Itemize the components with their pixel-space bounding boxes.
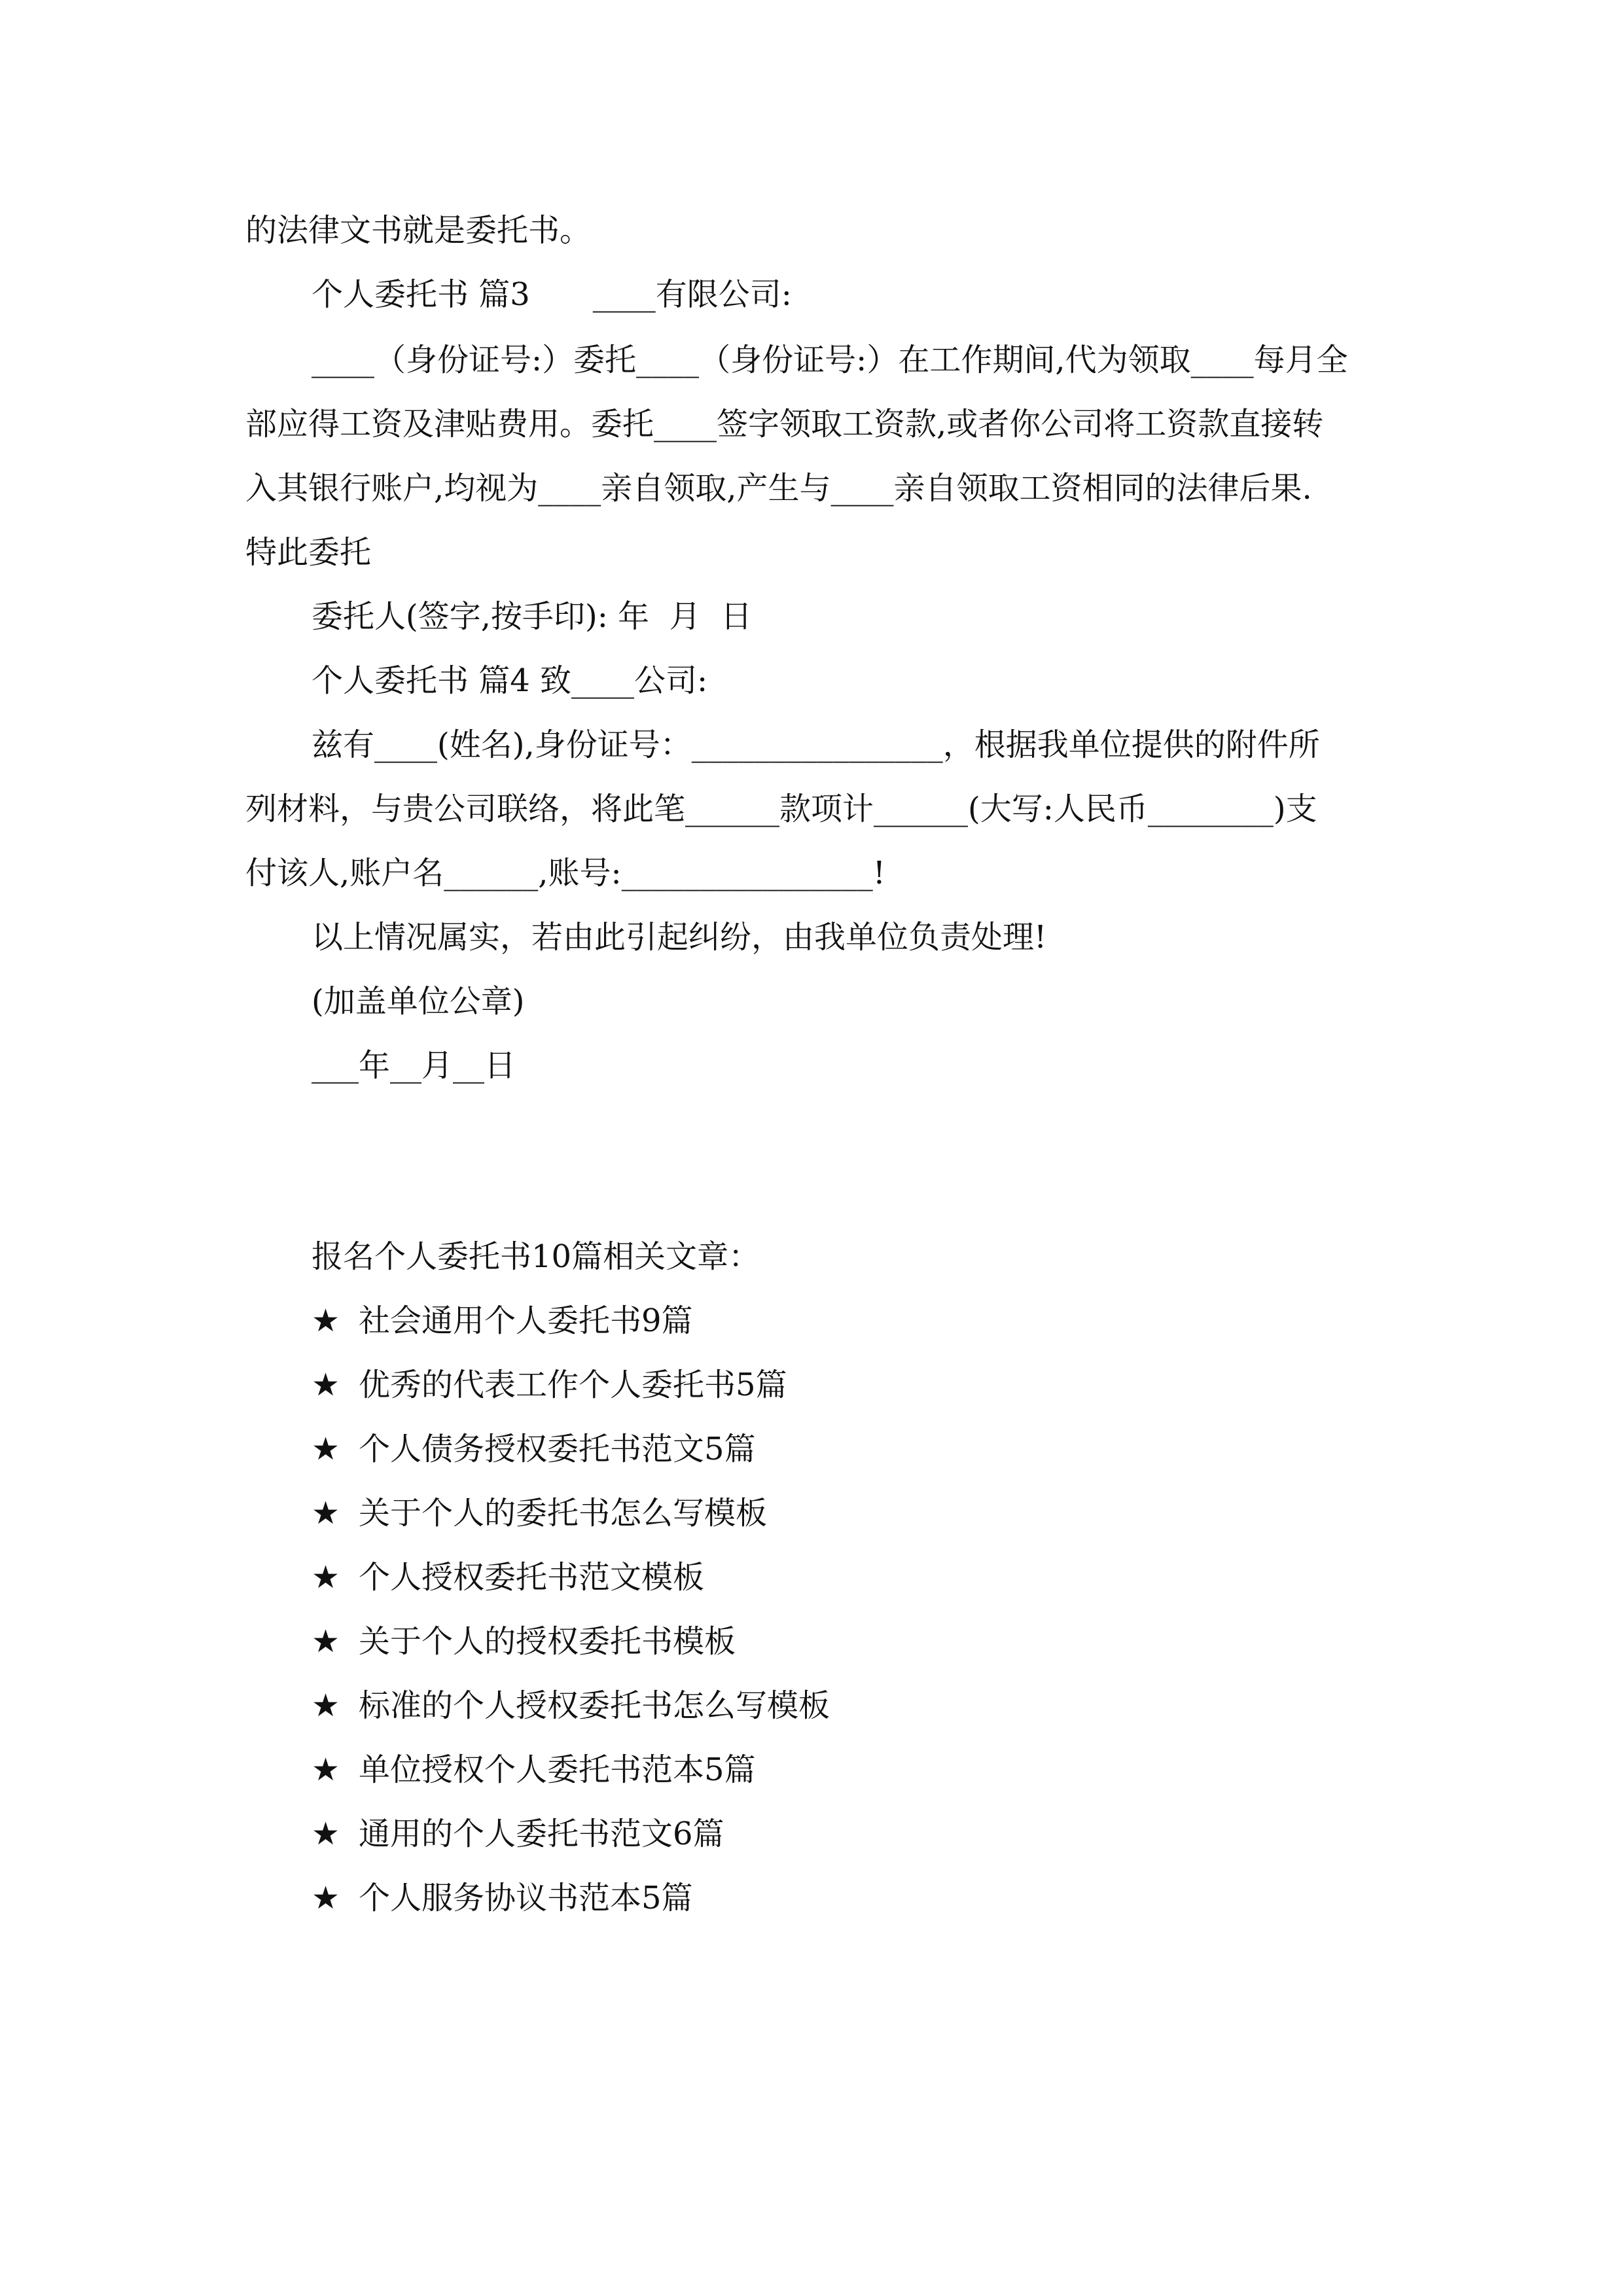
star-icon: ★: [312, 1559, 340, 1596]
star-icon: ★: [312, 1816, 340, 1852]
star-icon: ★: [312, 1302, 340, 1339]
related-article-link[interactable]: [312, 1494, 767, 1533]
related-article-title: 个人债务授权委托书范文5篇: [359, 1431, 756, 1467]
text-line: 特此委托: [245, 534, 372, 571]
star-icon: ★: [312, 1495, 340, 1532]
related-article-title: 关于个人的委托书怎么写模板: [359, 1495, 768, 1532]
star-icon: ★: [312, 1880, 340, 1916]
text-line: 部应得工资及津贴费用。委托____签字领取工资款,或者你公司将工资款直接转: [245, 406, 1324, 442]
section-heading-3: 个人委托书 篇3 ____有限公司:: [312, 276, 792, 313]
related-article-link[interactable]: [312, 1301, 693, 1340]
text-line: 以上情况属实，若由此引起纠纷，由我单位负责处理!: [312, 919, 1047, 956]
related-article-link[interactable]: [312, 1429, 756, 1469]
text-line: 兹有____(姓名),身份证号：________________，根据我单位提供的附件所: [312, 726, 1320, 763]
seal-note: (加盖单位公章): [312, 983, 525, 1020]
star-icon: ★: [312, 1751, 340, 1788]
text-line: ____（身份证号:）委托____（身份证号:）在工作期间,代为领取____每月全: [312, 342, 1348, 378]
star-icon: ★: [312, 1687, 340, 1724]
related-articles-heading: 报名个人委托书10篇相关文章：: [312, 1238, 760, 1275]
date-line: ___年__月__日: [312, 1047, 516, 1084]
related-article-link[interactable]: [312, 1558, 704, 1597]
related-article-link[interactable]: [312, 1750, 756, 1789]
related-article-title: 关于个人的授权委托书模板: [359, 1623, 736, 1660]
star-icon: ★: [312, 1623, 340, 1660]
related-article-title: 通用的个人委托书范文6篇: [359, 1816, 724, 1852]
related-article-link[interactable]: [312, 1878, 693, 1918]
related-article-link[interactable]: [312, 1365, 787, 1405]
text-line: 付该人,账户名______,账号:________________!: [245, 855, 885, 891]
star-icon: ★: [312, 1367, 340, 1403]
section-heading-4: 个人委托书 篇4 致____公司:: [312, 662, 708, 699]
star-icon: ★: [312, 1431, 340, 1467]
related-article-title: 标准的个人授权委托书怎么写模板: [359, 1687, 830, 1724]
related-article-title: 个人授权委托书范文模板: [359, 1559, 705, 1596]
text-line: 列材料，与贵公司联络，将此笔______款项计______(大写:人民币________)支: [245, 791, 1317, 827]
related-article-title: 单位授权个人委托书范本5篇: [359, 1751, 756, 1788]
text-line: 入其银行账户,均视为____亲自领取,产生与____亲自领取工资相同的法律后果.: [245, 470, 1312, 507]
related-article-title: 个人服务协议书范本5篇: [359, 1880, 693, 1916]
related-article-title: 社会通用个人委托书9篇: [359, 1302, 693, 1339]
text-line: 的法律文书就是委托书。: [245, 212, 592, 249]
related-article-link[interactable]: [312, 1814, 724, 1854]
signature-line: 委托人(签字,按手印): 年 月 日: [312, 598, 753, 635]
related-article-link[interactable]: [312, 1622, 736, 1661]
related-article-link[interactable]: [312, 1686, 830, 1725]
related-article-title: 优秀的代表工作个人委托书5篇: [359, 1367, 787, 1403]
